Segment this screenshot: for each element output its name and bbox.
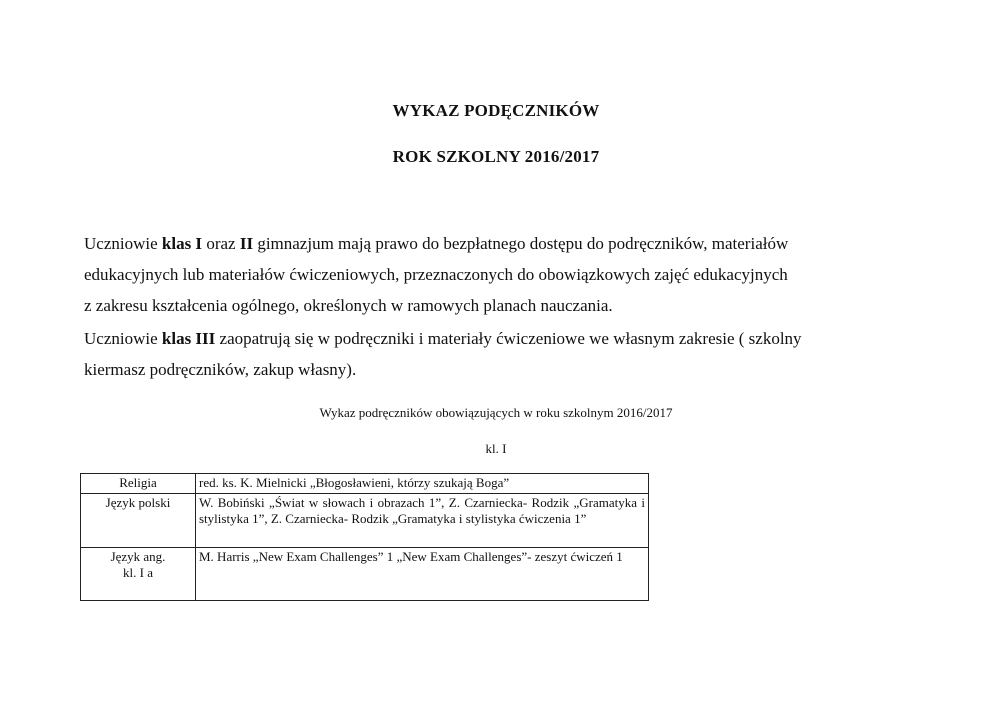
class-label: kl. I (485, 441, 507, 456)
textbook-table (80, 473, 649, 601)
document-title: WYKAZ PODĘCZNIKÓW (392, 101, 600, 120)
subject-cell (81, 474, 196, 494)
table-row (81, 474, 649, 494)
table-row (81, 494, 649, 548)
intro-line-2: edukacyjnych lub materiałów ćwiczeniowych, przeznaczonych do obowiązkowych zajęć edukacyjnych (84, 265, 788, 284)
subject-cell (81, 494, 196, 548)
subject-name: Język polski (105, 495, 171, 510)
school-year-title: ROK SZKOLNY 2016/2017 (392, 147, 600, 166)
subject-cell (81, 548, 196, 601)
class-iii-paragraph (84, 323, 904, 385)
intro-line-1 (84, 228, 904, 259)
subject-name: Język ang. (110, 549, 166, 564)
books-cell: M. Harris „New Exam Challenges” 1 „New Exam Challenges”- zeszyt ćwiczeń 1 (196, 548, 649, 601)
class-iii-text: Uczniowie (84, 329, 162, 348)
class-ii-label: II (239, 234, 254, 253)
intro-text: oraz (202, 234, 240, 253)
class-i-label: klas I (161, 234, 203, 253)
class-iii-line-1 (84, 323, 904, 354)
books-cell: W. Bobiński „Świat w słowach i obrazach 1”, Z. Czarniecka- Rodzik „Gramatyka i stylistyka 1”, Z. Czarniecka- Rodzik „Gramatyka i stylistyka ćwiczenia 1” (196, 494, 649, 548)
class-iii-label: klas III (161, 329, 216, 348)
intro-text: gimnazjum mają prawo do bezpłatnego dostępu do podręczników, materiałów (253, 234, 789, 253)
intro-paragraph (84, 228, 904, 321)
subject-name: Religia (119, 475, 157, 490)
books-cell: red. ks. K. Mielnicki „Błogosławieni, którzy szukają Boga” (196, 474, 649, 494)
table-row (81, 548, 649, 601)
intro-line-3: z zakresu kształcenia ogólnego, określonych w ramowych planach nauczania. (84, 296, 613, 315)
intro-text: Uczniowie (84, 234, 162, 253)
list-caption: Wykaz podręczników obowiązujących w roku szkolnym 2016/2017 (319, 405, 673, 420)
class-iii-line-2: kiermasz podręczników, zakup własny). (84, 360, 357, 379)
subject-class: kl. I a (123, 565, 153, 580)
class-iii-text: zaopatrują się w podręczniki i materiały ćwiczeniowe we własnym zakresie ( szkolny (215, 329, 802, 348)
